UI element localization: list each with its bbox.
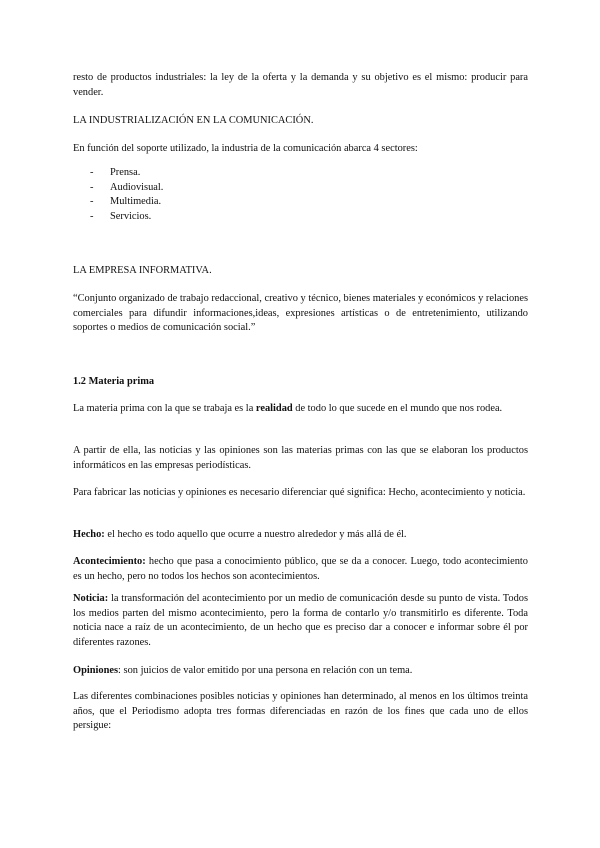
list-item	[90, 181, 163, 196]
term-acontecimiento: Acontecimiento:	[73, 556, 146, 567]
term-opiniones: Opiniones	[73, 665, 119, 676]
sector-label: Prensa.	[110, 167, 141, 178]
heading-materia-prima: 1.2 Materia prima	[73, 376, 155, 387]
definition-noticia	[73, 592, 528, 650]
definition-text: hecho que pasa a conocimiento público, que se da a conocer. Luego, todo acontecimiento es un hecho, pero no todos los hechos son acontecimientos.	[73, 556, 528, 582]
definition-acontecimiento	[73, 555, 528, 584]
sectors-intro: En función del soporte utilizado, la industria de la comunicación abarca 4 sectores:	[73, 143, 418, 154]
term-hecho: Hecho:	[73, 529, 105, 540]
text-run: La materia prima con la que se trabaja es la	[73, 403, 256, 414]
heading-empresa-informativa: LA EMPRESA INFORMATIVA.	[73, 265, 212, 276]
definition-quote: “Conjunto organizado de trabajo redaccional, creativo y técnico, bienes materiales y económicos y relaciones comerciales para difundir informaciones,ideas, expresiones artísticas o de entretenimiento, utilizando soportes o medios de comunicación social.”	[73, 293, 528, 334]
text-run: de todo lo que sucede en el mundo que nos rodea.	[292, 403, 503, 414]
definition-hecho	[73, 528, 528, 543]
intro-paragraph: resto de productos industriales: la ley de la oferta y la demanda y su objetivo es el mismo: producir para vender.	[73, 72, 528, 98]
sector-label: Servicios.	[110, 210, 152, 222]
sectors-list	[90, 166, 163, 224]
list-item	[90, 210, 163, 225]
heading-industrializacion: LA INDUSTRIALIZACIÓN EN LA COMUNICACIÓN.	[73, 115, 314, 126]
paragraph-realidad	[73, 402, 528, 417]
list-dash: -	[90, 167, 94, 178]
bold-term-realidad: realidad	[255, 403, 293, 414]
paragraph-diferenciar: Para fabricar las noticias y opiniones es necesario diferenciar qué significa: Hecho, acontecimiento y noticia.	[73, 487, 526, 498]
list-item	[90, 195, 163, 210]
list-dash: -	[90, 210, 94, 222]
list-item	[90, 166, 163, 181]
sector-label: Audiovisual.	[110, 181, 164, 193]
list-dash: -	[90, 181, 94, 193]
definition-text: la transformación del acontecimiento por un medio de comunicación desde su punto de vista. Todos los medios parten del mismo acontecimiento, pero la forma de contarlo y/o transmitirlo es diferente. Toda noticia nace a raíz de un acontecimiento, de un hecho que es preciso dar a conocer e informar sobre él por diferentes razones.	[73, 593, 528, 648]
definition-text: : son juicios de valor emitido por una persona en relación con un tema.	[118, 665, 413, 676]
term-noticia: Noticia:	[73, 593, 109, 604]
definition-text: el hecho es todo aquello que ocurre a nuestro alrededor y más allá de él.	[104, 529, 407, 540]
definition-opiniones	[73, 664, 528, 679]
sector-label: Multimedia.	[110, 196, 162, 208]
list-dash: -	[90, 196, 94, 208]
paragraph-combinaciones: Las diferentes combinaciones posibles noticias y opiniones han determinado, al menos en los últimos treinta años, que el Periodismo adopta tres formas diferenciadas en razón de los fines que cada uno de ellos persigue:	[73, 691, 528, 732]
paragraph-noticias-opiniones: A partir de ella, las noticias y las opiniones son las materias primas con las que se elaboran los productos informáticos en las empresas periodísticas.	[73, 445, 528, 471]
